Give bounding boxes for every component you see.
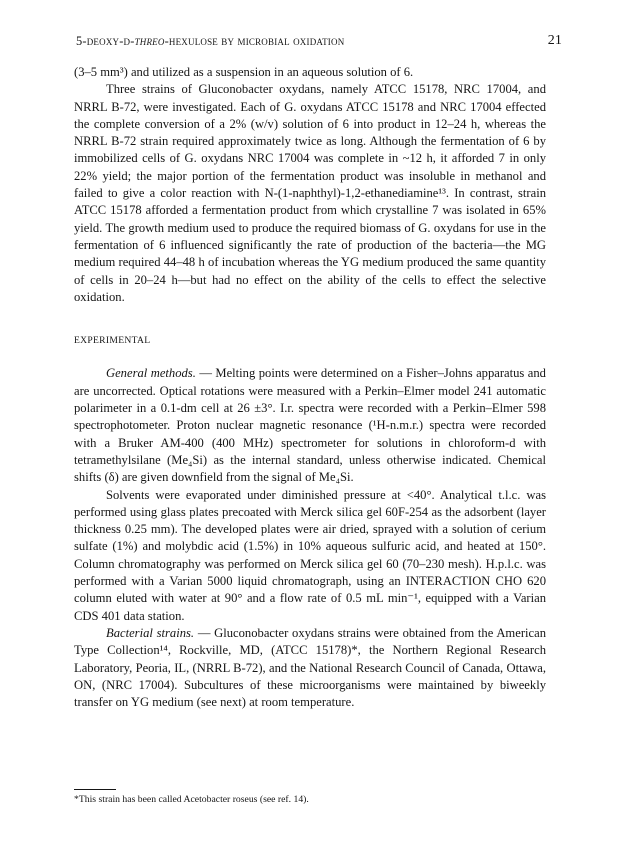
bacterial-strains-text: Gluconobacter oxydans strains were obtained from the American Type Collection¹⁴, Rockville, MD, (ATCC 15178)*, the Northern Regional Research Laboratory, Peoria, IL, (NRRL B-72), and the National Research Council of Canada, Ottawa, ON, (NRC 17004). Subcultures of these microorganisms were maintained by biweekly transfer on YG medium (see next) at room temperature. [74,625,546,710]
paragraph-solvents [74,487,546,625]
running-head [74,33,562,54]
running-title-suffix: -hexulose by microbial oxidation [164,34,345,48]
running-title-italic: threo [134,34,165,48]
footnote [74,794,546,805]
body-text [74,64,546,711]
footnote-text: *This strain has been called Acetobacter roseus (see ref. 14). [74,794,309,805]
running-title [76,34,344,49]
general-methods-dash: — [199,366,212,381]
paragraph-bacterial-strains [74,625,546,711]
footnote-rule [74,789,116,790]
running-title-prefix: 5-deoxy-d- [76,34,135,48]
paragraph-continuation-text: (3–5 mm³) and utilized as a suspension in an aqueous solution of 6. [74,65,414,79]
paragraph-strains-investigation [74,81,546,306]
solvents-text: Solvents were evaporated under diminished pressure at <40°. Analytical t.l.c. was performed using glass plates precoated with Merck silica gel 60F-254 as the adsorbent (layer thickness 0.25 mm). The developed plates were air dried, sprayed with a solution of cerium sulfate (1%) and molybdic acid (1.5%) in 10% aqueous sulfuric acid, and heated at 150°. Column chromatography was performed on Merck silica gel 60 (70–230 mesh). H.p.l.c. was performed with a Varian 5000 liquid chromatograph, using an INTERACTION CHO 620 column eluted with water at 90° and a flow rate of 0.5 mL min⁻¹, equipped with a Varian CDS 401 data station. [74,487,546,623]
page-number: 21 [547,33,562,48]
bacterial-strains-heading: Bacterial strains. [106,625,195,640]
paragraph-strains-investigation-text: Three strains of Gluconobacter oxydans, namely ATCC 15178, NRC 17004, and NRRL B-72, were investigated. Each of G. oxydans ATCC 15178 and NRC 17004 effected the complete conversion of a 2% (w/v) solution of 6 into product in 12–24 h, whereas the NRRL B-72 strain required approximately twice as long. Although the fermentation of 6 by immobilized cells of G. oxydans NRC 17004 was complete in ~12 h, it afforded 7 in only 22% yield; the major portion of the fermentation product was insoluble in methanol and failed to give a color reaction with N-(1-naphthyl)-1,2-ethanediamine¹³. In contrast, strain ATCC 15178 afforded a fermentation product from which crystalline 7 was isolated in 65% yield. The growth medium used to produce the required biomass of G. oxydans for use in the fermentation of 6 influenced significantly the rate of production of the bacteria—the MG medium required 44–48 h of incubation whereas the YG medium produced the same quantity of cells in 20–24 h—but had no effect on the ability of the cells to effect the selective oxidation. [74,82,546,304]
bacterial-strains-dash: — [197,625,211,640]
general-methods-text: Melting points were determined on a Fisher–Johns apparatus and are uncorrected. Optical rotations were measured with a Perkin–Elmer model 241 automatic polarimeter in a 0.1-dm cell at 26 ±3°. I.r. spectra were recorded with a Perkin–Elmer 598 spectrophotometer. Proton nuclear magnetic resonance (¹H-n.m.r.) spectra were recorded with a Bruker AM-400 (400 MHz) spectrometer for solutions in chloroform-d with tetramethylsilane (Me₄Si) as the internal standard, unless otherwise indicated. Chemical shifts (δ) are given downfield from the signal of Me₄Si. [74,366,546,485]
journal-page [74,33,562,805]
paragraph-general-methods [74,365,546,486]
section-heading-experimental: EXPERIMENTAL [74,335,151,347]
paragraph-continuation [74,64,546,81]
general-methods-heading: General methods. [106,366,196,381]
